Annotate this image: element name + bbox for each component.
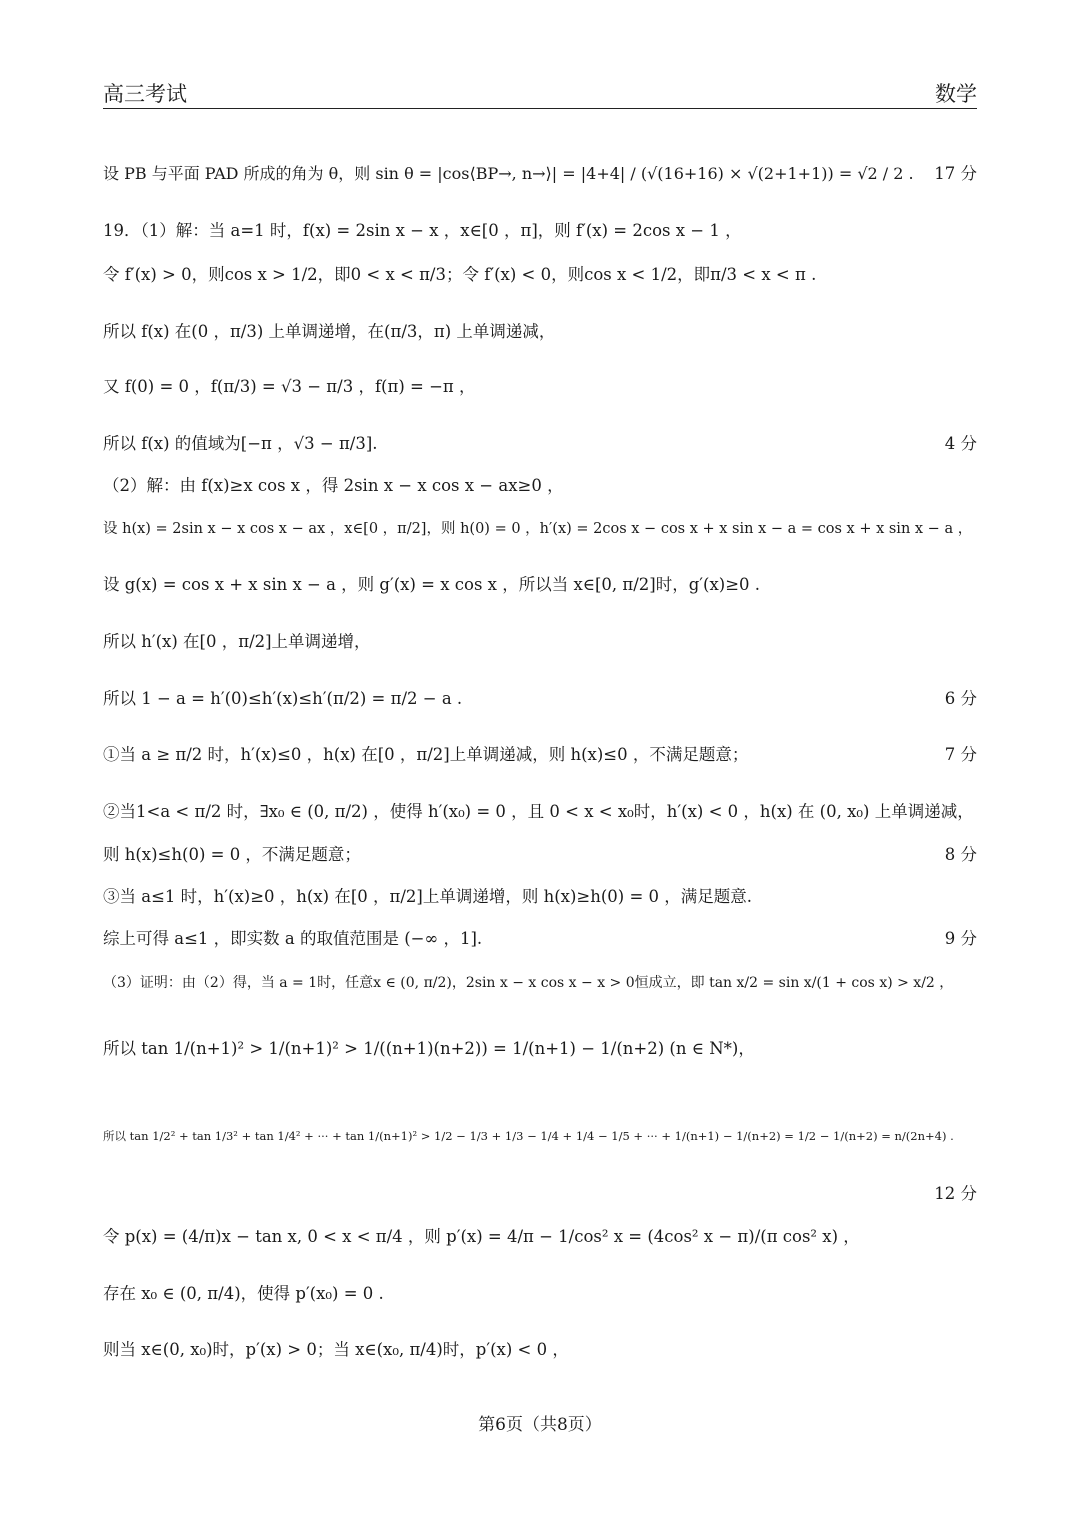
exam-title: 高三考试 <box>103 82 187 106</box>
score-mark: 17 分 <box>934 164 977 183</box>
score-mark: 8 分 <box>944 845 977 864</box>
score-mark: 9 分 <box>944 929 977 948</box>
score-mark: 7 分 <box>944 745 977 764</box>
page-header <box>103 76 977 109</box>
score-mark: 12 分 <box>934 1184 977 1203</box>
page-footer: 第6页（共8页） <box>478 1415 602 1435</box>
subject-title: 数学 <box>935 82 977 106</box>
score-mark: 6 分 <box>944 689 977 708</box>
score-mark: 4 分 <box>944 434 977 453</box>
